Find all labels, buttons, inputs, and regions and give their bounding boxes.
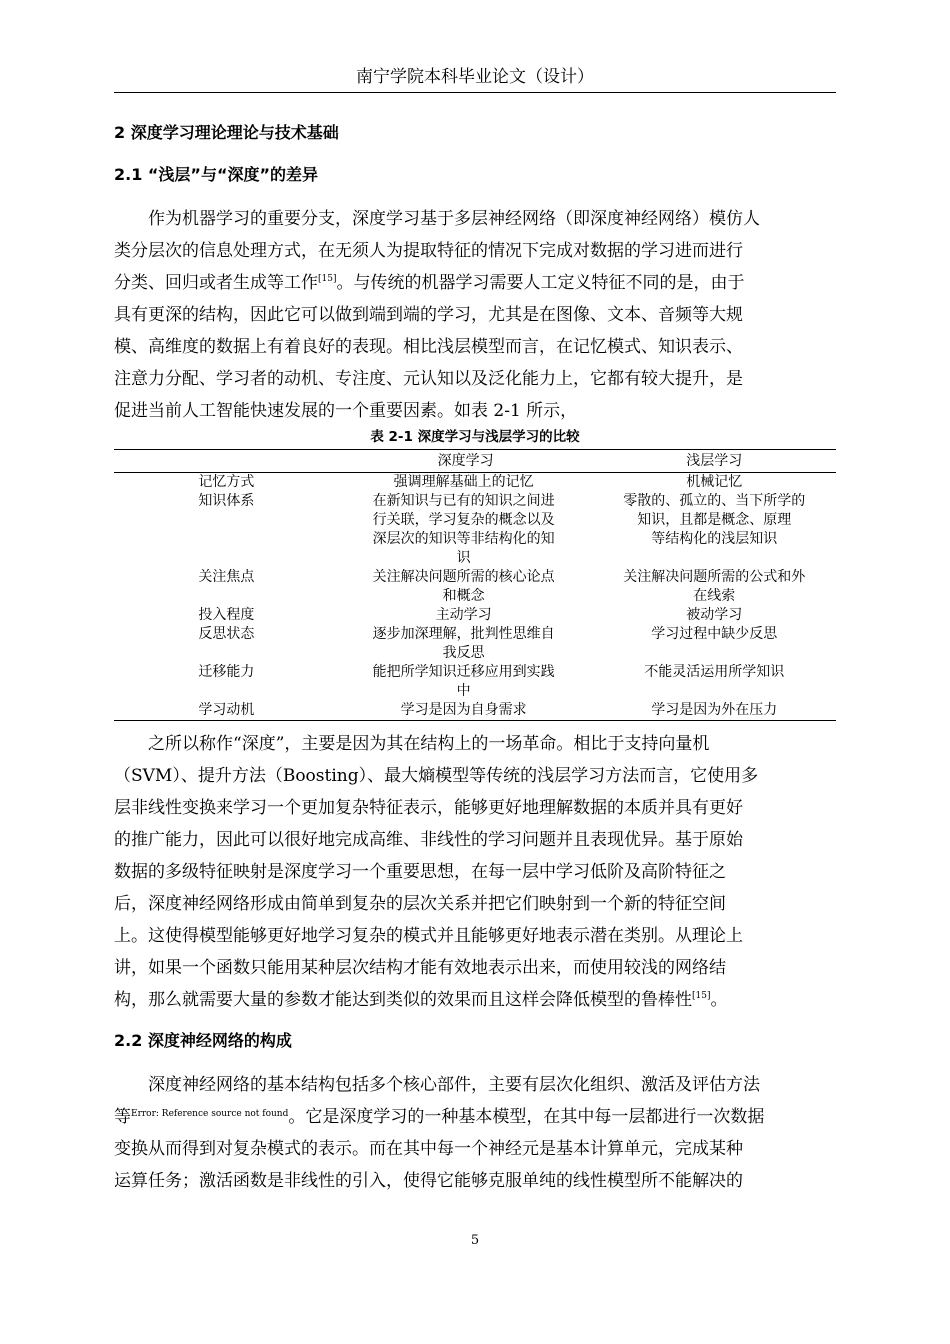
text-line: 之所以称作“深度”，主要是因为其在结构上的一场革命。相比于支持向量机 bbox=[114, 734, 710, 754]
thesis-header-title: 南宁学院本科毕业论文（设计） bbox=[356, 67, 594, 87]
text-line bbox=[114, 1101, 836, 1133]
text-line: 深度神经网络的基本结构包括多个核心部件，主要有层次化组织、激活及评估方法 bbox=[114, 1075, 760, 1095]
table-cell bbox=[339, 492, 593, 568]
table-cell bbox=[114, 473, 339, 493]
citation-15: [15] bbox=[692, 991, 711, 1001]
table-row bbox=[114, 473, 836, 493]
comparison-table bbox=[114, 449, 836, 721]
table-cell bbox=[339, 606, 593, 625]
text-fragment: 。它是深度学习的一种基本模型，在其中每一层都进行一次数据 bbox=[288, 1107, 765, 1127]
cell-line: 在新知识与已有的知识之间进 bbox=[372, 493, 555, 509]
cell-line: 主动学习 bbox=[435, 607, 492, 623]
reference-error-note: Error: Reference source not found bbox=[131, 1109, 289, 1119]
paragraph-dnn-structure bbox=[114, 1069, 836, 1197]
citation-15: [15] bbox=[318, 274, 337, 284]
cell-line: 中 bbox=[456, 683, 471, 699]
table-row bbox=[114, 492, 836, 568]
table-row bbox=[114, 625, 836, 663]
text-line: 层非线性变换来学习一个更加复杂特征表示，能够更好地理解数据的本质并具有更好 bbox=[114, 798, 743, 818]
page-number: 5 bbox=[470, 1233, 480, 1248]
cell-line: 零散的、孤立的、当下所学的 bbox=[623, 493, 806, 509]
text-line: 注意力分配、学习者的动机、专注度、元认知以及泛化能力上，它都有较大提升，是 bbox=[114, 369, 743, 389]
table-cell bbox=[339, 625, 593, 663]
paragraph-why-deep bbox=[114, 728, 836, 1016]
table-cell bbox=[592, 701, 836, 721]
cell-line: 反思状态 bbox=[198, 626, 255, 642]
table-row bbox=[114, 606, 836, 625]
text-fragment: 。与传统的机器学习需要人工定义特征不同的是，由于 bbox=[336, 273, 745, 293]
table-cell bbox=[114, 663, 339, 701]
text-line: 作为机器学习的重要分支，深度学习基于多层神经网络（即深度神经网络）模仿人 bbox=[114, 209, 760, 229]
cell-line: 记忆方式 bbox=[198, 474, 255, 490]
cell-line: 深层次的知识等非结构化的知 bbox=[372, 531, 555, 547]
cell-line: 学习过程中缺少反思 bbox=[651, 626, 778, 642]
table-cell bbox=[592, 473, 836, 493]
text-line: 讲，如果一个函数只能用某种层次结构才能有效地表示出来，而使用较浅的网络结 bbox=[114, 958, 726, 978]
table-row bbox=[114, 701, 836, 721]
cell-line: 被动学习 bbox=[686, 607, 743, 623]
text-line: 促进当前人工智能快速发展的一个重要因素。如表 2-1 所示， bbox=[114, 401, 578, 421]
cell-line: 不能灵活运用所学知识 bbox=[644, 664, 785, 680]
cell-line: 迁移能力 bbox=[198, 664, 255, 680]
text-line: 变换从而得到对复杂模式的表示。而在其中每一个神经元是基本计算单元，完成某种 bbox=[114, 1139, 743, 1159]
text-line: 模、高维度的数据上有着良好的表现。相比浅层模型而言，在记忆模式、知识表示、 bbox=[114, 337, 743, 357]
table-cell bbox=[339, 663, 593, 701]
table-row bbox=[114, 568, 836, 606]
paragraph-shallow-vs-deep bbox=[114, 203, 836, 427]
table-cell bbox=[592, 606, 836, 625]
cell-line: 等结构化的浅层知识 bbox=[651, 531, 778, 547]
table-caption: 表 2-1 深度学习与浅层学习的比较 bbox=[370, 429, 580, 445]
text-line bbox=[114, 267, 836, 299]
cell-line: 行关联，学习复杂的概念以及 bbox=[372, 512, 555, 528]
section-2-heading: 2 深度学习理论理论与技术基础 bbox=[114, 123, 339, 142]
text-fragment: 构，那么就需要大量的参数才能达到类似的效果而且这样会降低模型的鲁棒性 bbox=[114, 990, 692, 1010]
page-header bbox=[114, 64, 836, 93]
cell-line: 投入程度 bbox=[198, 607, 255, 623]
cell-line: 识 bbox=[456, 550, 471, 566]
text-line: （SVM）、提升方法（Boosting）、最大熵模型等传统的浅层学习方法而言，它使用多 bbox=[114, 766, 759, 786]
cell-line: 关注解决问题所需的公式和外 bbox=[623, 569, 806, 585]
cell-line: 学习是因为自身需求 bbox=[400, 702, 527, 718]
cell-line: 能把所学知识迁移应用到实践 bbox=[372, 664, 555, 680]
text-line: 后，深度神经网络形成由简单到复杂的层次关系并把它们映射到一个新的特征空间 bbox=[114, 894, 726, 914]
table-cell bbox=[114, 625, 339, 663]
text-fragment: 等 bbox=[114, 1107, 131, 1127]
cell-line: 知识，且都是概念、原理 bbox=[637, 512, 792, 528]
table-header-cell: 浅层学习 bbox=[592, 450, 836, 473]
cell-line: 关注解决问题所需的核心论点 bbox=[372, 569, 555, 585]
table-header-cell bbox=[114, 450, 339, 473]
table-row bbox=[114, 663, 836, 701]
cell-line: 学习是因为外在压力 bbox=[651, 702, 778, 718]
table-header-row bbox=[114, 450, 836, 473]
table-cell bbox=[592, 663, 836, 701]
table-cell bbox=[592, 625, 836, 663]
text-line: 的推广能力，因此可以很好地完成高维、非线性的学习问题并且表现优异。基于原始 bbox=[114, 830, 743, 850]
text-line: 上。这使得模型能够更好地学习复杂的模式并且能够更好地表示潜在类别。从理论上 bbox=[114, 926, 743, 946]
text-line bbox=[114, 984, 836, 1016]
section-2-1-heading: 2.1 “浅层”与“深度”的差异 bbox=[114, 165, 318, 184]
cell-line: 我反思 bbox=[442, 645, 485, 661]
text-line: 类分层次的信息处理方式，在无须人为提取特征的情况下完成对数据的学习进而进行 bbox=[114, 241, 743, 261]
cell-line: 强调理解基础上的记忆 bbox=[393, 474, 534, 490]
table-cell bbox=[592, 492, 836, 568]
table-header-cell: 深度学习 bbox=[339, 450, 593, 473]
table-cell bbox=[114, 701, 339, 721]
table-cell bbox=[592, 568, 836, 606]
cell-line: 关注焦点 bbox=[198, 569, 255, 585]
table-cell bbox=[114, 568, 339, 606]
table-cell bbox=[114, 606, 339, 625]
text-fragment: 。 bbox=[710, 990, 728, 1010]
table-cell bbox=[339, 701, 593, 721]
cell-line: 知识体系 bbox=[198, 493, 255, 509]
cell-line: 学习动机 bbox=[198, 702, 255, 718]
text-fragment: 分类、回归或者生成等工作 bbox=[114, 273, 318, 293]
table-body bbox=[114, 473, 836, 721]
cell-line: 逐步加深理解，批判性思维自 bbox=[372, 626, 555, 642]
cell-line: 在线索 bbox=[693, 588, 736, 604]
table-cell bbox=[114, 492, 339, 568]
text-line: 数据的多级特征映射是深度学习一个重要思想，在每一层中学习低阶及高阶特征之 bbox=[114, 862, 726, 882]
text-line: 运算任务；激活函数是非线性的引入，使得它能够克服单纯的线性模型所不能解决的 bbox=[114, 1171, 743, 1191]
table-cell bbox=[339, 568, 593, 606]
cell-line: 机械记忆 bbox=[686, 474, 743, 490]
table-cell bbox=[339, 473, 593, 493]
section-2-2-heading: 2.2 深度神经网络的构成 bbox=[114, 1031, 292, 1050]
text-line: 具有更深的结构，因此它可以做到端到端的学习，尤其是在图像、文本、音频等大规 bbox=[114, 305, 743, 325]
cell-line: 和概念 bbox=[442, 588, 485, 604]
